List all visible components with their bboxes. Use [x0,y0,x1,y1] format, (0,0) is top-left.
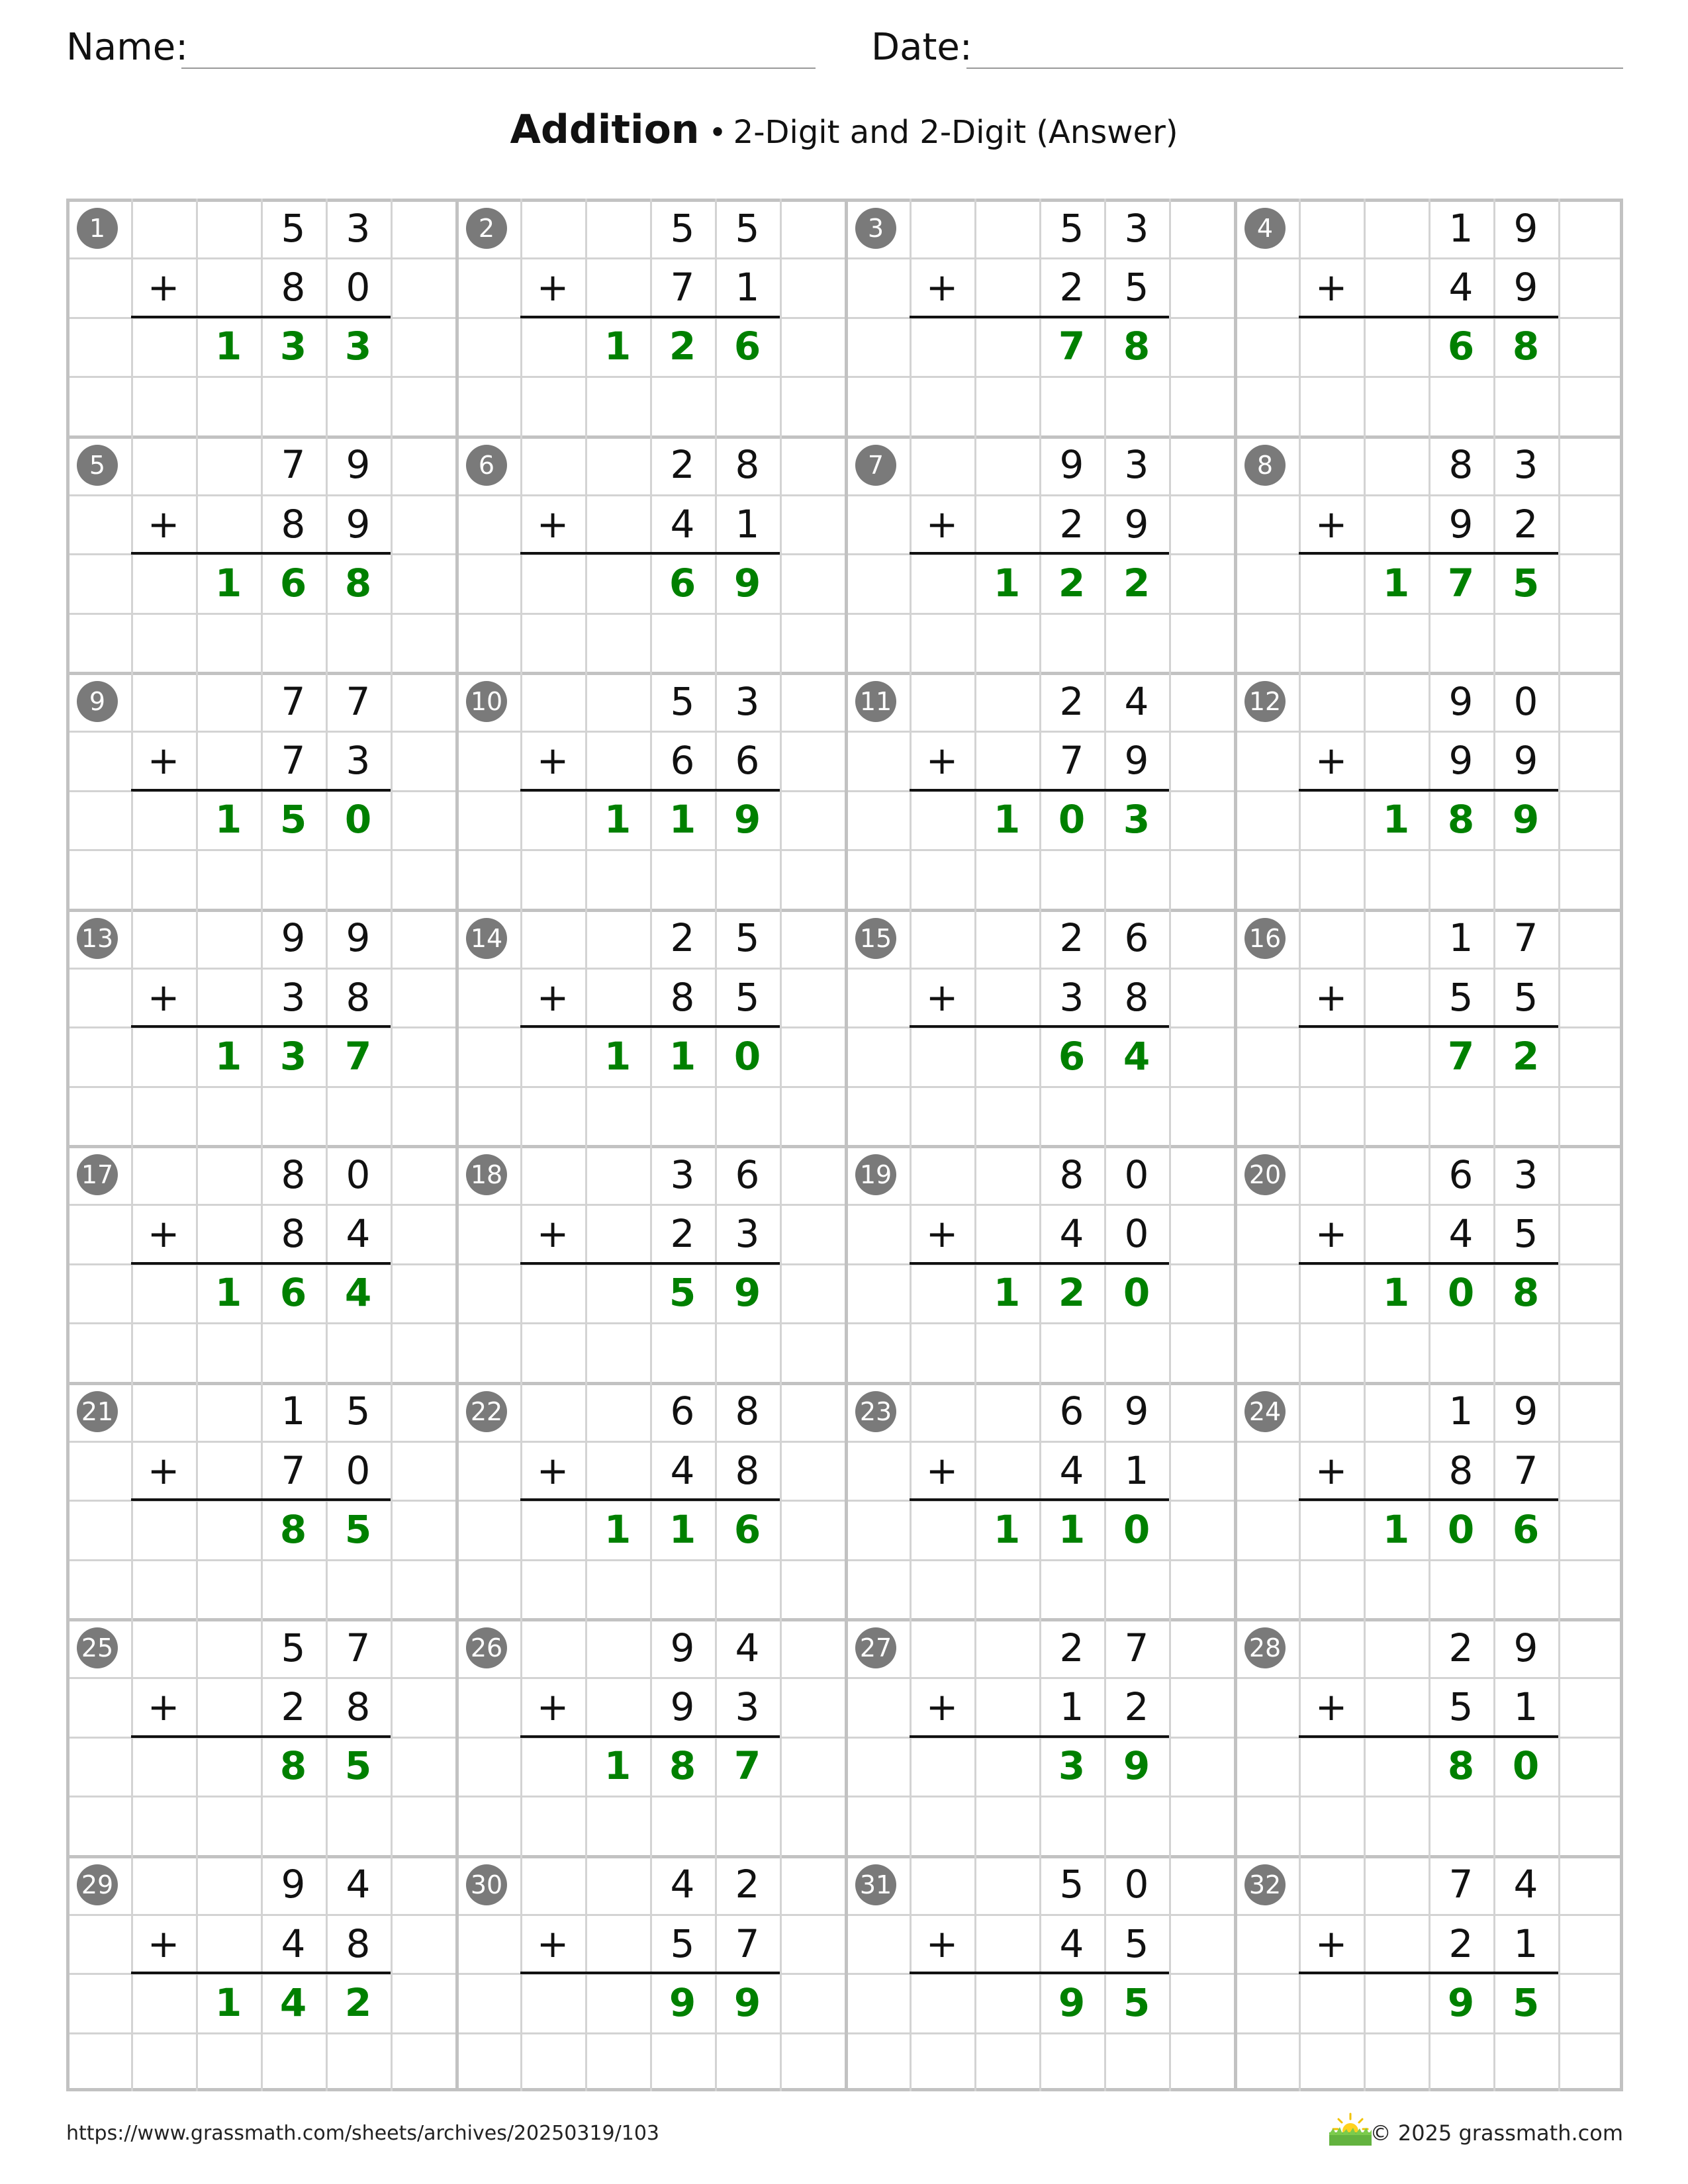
answer-digit: 6 [733,1506,761,1552]
problem-number-badge: 14 [466,918,507,959]
addend-digit: 6 [735,1152,760,1197]
answer-digit: 1 [669,797,696,842]
answer-digit: 6 [1512,1506,1540,1552]
addend-digit: 9 [1513,205,1538,251]
addend-digit: 2 [670,1211,695,1257]
title-main: Addition [510,107,700,153]
answer-digit: 1 [214,1979,242,2025]
addend-digit: 5 [1059,205,1084,251]
addend-digit: 7 [281,1447,306,1493]
addend-digit: 4 [735,1625,760,1670]
answer-digit: 1 [604,1743,632,1789]
addend-digit: 9 [1513,1388,1538,1434]
addend-digit: 9 [281,1862,306,1907]
addend-digit: 5 [1513,1211,1538,1257]
plus-sign: + [1315,265,1348,310]
problem-number-badge: 7 [855,445,896,486]
answer-digit: 0 [1058,797,1086,842]
problem-number-badge: 5 [77,445,118,486]
addend-digit: 8 [346,974,371,1020]
addend-digit: 9 [1513,265,1538,310]
answer-digit: 6 [669,560,696,606]
addend-digit: 2 [1448,1921,1474,1966]
plus-sign: + [1315,1921,1348,1966]
addend-digit: 8 [281,265,306,310]
plus-sign: + [536,1211,569,1257]
addend-digit: 5 [1059,1862,1084,1907]
addend-digit: 8 [735,1447,760,1493]
addend-digit: 9 [1124,1388,1149,1434]
plus-sign: + [925,501,959,547]
plus-sign: + [536,1921,569,1966]
answer-digit: 1 [214,1033,242,1079]
addend-digit: 8 [670,974,695,1020]
answer-digit: 2 [1058,1270,1086,1316]
addend-digit: 2 [735,1862,760,1907]
addend-digit: 4 [670,1862,695,1907]
problem-number-badge: 6 [466,445,507,486]
addend-digit: 7 [1448,1862,1474,1907]
answer-digit: 8 [1447,797,1475,842]
problem-number-badge: 22 [466,1391,507,1432]
answer-digit: 0 [1447,1506,1475,1552]
problem-number-badge: 32 [1244,1864,1286,1905]
addend-digit: 5 [346,1388,371,1434]
answer-digit: 0 [1123,1506,1150,1552]
addend-digit: 0 [1124,1862,1149,1907]
addend-digit: 4 [1513,1862,1538,1907]
problem-number-badge: 1 [77,208,118,249]
addend-digit: 6 [670,1388,695,1434]
addend-digit: 8 [281,1211,306,1257]
addend-digit: 7 [281,442,306,488]
answer-digit: 1 [604,324,632,369]
addend-digit: 9 [1124,738,1149,784]
plus-sign: + [147,1447,180,1493]
addend-digit: 3 [346,205,371,251]
addend-digit: 3 [346,738,371,784]
addend-digit: 8 [1448,1447,1474,1493]
problem-number-badge: 23 [855,1391,896,1432]
addend-digit: 1 [1448,915,1474,961]
addend-digit: 4 [346,1862,371,1907]
addend-digit: 9 [670,1684,695,1730]
addend-digit: 8 [346,1921,371,1966]
addend-digit: 9 [346,501,371,547]
addend-digit: 5 [1448,1684,1474,1730]
answer-digit: 5 [1512,560,1540,606]
addend-digit: 4 [1124,678,1149,724]
addend-digit: 9 [1448,738,1474,784]
addend-digit: 3 [735,678,760,724]
addend-digit: 1 [1513,1921,1538,1966]
problem-number-badge: 31 [855,1864,896,1905]
answer-digit: 1 [604,1033,632,1079]
addend-digit: 8 [281,501,306,547]
answer-digit: 1 [669,1506,696,1552]
problem-number-badge: 17 [77,1154,118,1195]
answer-digit: 2 [1123,560,1150,606]
addend-digit: 1 [1059,1684,1084,1730]
answer-digit: 8 [669,1743,696,1789]
answer-digit: 3 [1058,1743,1086,1789]
answer-digit: 3 [344,324,372,369]
addend-digit: 2 [1448,1625,1474,1670]
addend-digit: 2 [1059,1625,1084,1670]
answer-digit: 1 [604,797,632,842]
plus-sign: + [147,265,180,310]
answer-digit: 3 [1123,797,1150,842]
addend-digit: 6 [735,738,760,784]
problem-number-badge: 27 [855,1627,896,1668]
addend-digit: 2 [670,915,695,961]
problem-number-badge: 29 [77,1864,118,1905]
answer-digit: 1 [214,797,242,842]
problem-grid [66,199,1623,2091]
answer-digit: 8 [1123,324,1150,369]
title-subtitle: 2-Digit and 2-Digit (Answer) [733,114,1178,151]
addend-digit: 6 [1448,1152,1474,1197]
answer-digit: 6 [1447,324,1475,369]
addend-digit: 0 [346,1447,371,1493]
addend-digit: 7 [346,678,371,724]
answer-digit: 6 [279,560,307,606]
addend-digit: 4 [281,1921,306,1966]
addend-digit: 5 [670,205,695,251]
addend-digit: 5 [735,915,760,961]
addend-digit: 9 [346,442,371,488]
addend-digit: 3 [1513,1152,1538,1197]
addend-digit: 6 [670,738,695,784]
problem-number-badge: 21 [77,1391,118,1432]
addend-digit: 9 [1059,442,1084,488]
answer-digit: 9 [1123,1743,1150,1789]
problem-number-badge: 19 [855,1154,896,1195]
addend-digit: 8 [1448,442,1474,488]
answer-digit: 7 [1447,560,1475,606]
plus-sign: + [925,1921,959,1966]
addend-digit: 5 [281,1625,306,1670]
addend-digit: 7 [1513,1447,1538,1493]
plus-sign: + [147,974,180,1020]
answer-digit: 9 [733,1979,761,2025]
addend-digit: 7 [670,265,695,310]
addend-digit: 8 [735,1388,760,1434]
problem-number-badge: 30 [466,1864,507,1905]
problem-number-badge: 9 [77,681,118,722]
problem-number-badge: 24 [1244,1391,1286,1432]
answer-digit: 7 [1058,324,1086,369]
answer-digit: 1 [1058,1506,1086,1552]
addend-digit: 8 [281,1152,306,1197]
answer-digit: 5 [279,797,307,842]
answer-digit: 8 [279,1506,307,1552]
addend-digit: 1 [1448,205,1474,251]
problem-number-badge: 11 [855,681,896,722]
plus-sign: + [536,974,569,1020]
addend-digit: 8 [735,442,760,488]
addend-digit: 9 [1124,501,1149,547]
addend-digit: 8 [346,1684,371,1730]
addend-digit: 6 [1059,1388,1084,1434]
addend-digit: 1 [1124,1447,1149,1493]
answer-digit: 2 [669,324,696,369]
addend-digit: 1 [735,265,760,310]
answer-digit: 8 [279,1743,307,1789]
addend-digit: 5 [735,974,760,1020]
plus-sign: + [925,1447,959,1493]
answer-digit: 5 [1123,1979,1150,2025]
addend-digit: 2 [281,1684,306,1730]
answer-digit: 0 [344,797,372,842]
addend-digit: 7 [281,738,306,784]
answer-digit: 5 [669,1270,696,1316]
answer-digit: 5 [344,1506,372,1552]
plus-sign: + [925,1684,959,1730]
plus-sign: + [536,738,569,784]
answer-digit: 4 [279,1979,307,2025]
addend-digit: 4 [670,501,695,547]
addend-digit: 6 [1124,915,1149,961]
addend-digit: 3 [670,1152,695,1197]
addend-digit: 2 [1059,501,1084,547]
footer-url: https://www.grassmath.com/sheets/archives/20250319/103 [66,2122,660,2145]
answer-digit: 3 [279,324,307,369]
addend-digit: 5 [1124,1921,1149,1966]
addend-digit: 1 [1448,1388,1474,1434]
grass-sun-logo-icon [1328,2111,1373,2147]
answer-digit: 1 [214,324,242,369]
answer-digit: 4 [1123,1033,1150,1079]
answer-digit: 1 [1382,797,1410,842]
plus-sign: + [536,1684,569,1730]
addend-digit: 4 [1059,1921,1084,1966]
plus-sign: + [147,1211,180,1257]
date-field-line [966,68,1623,69]
problem-number-badge: 20 [1244,1154,1286,1195]
plus-sign: + [536,265,569,310]
addend-digit: 4 [1448,1211,1474,1257]
addend-digit: 8 [1059,1152,1084,1197]
answer-digit: 7 [1447,1033,1475,1079]
problem-number-badge: 8 [1244,445,1286,486]
page-title [0,106,1688,156]
name-field-line [181,68,816,69]
addend-digit: 0 [1124,1152,1149,1197]
addend-digit: 2 [1513,501,1538,547]
plus-sign: + [1315,1211,1348,1257]
addend-digit: 5 [670,1921,695,1966]
date-label: Date: [871,26,972,69]
addend-digit: 1 [1513,1684,1538,1730]
problem-number-badge: 28 [1244,1627,1286,1668]
addend-digit: 9 [346,915,371,961]
plus-sign: + [925,265,959,310]
addend-digit: 2 [1059,265,1084,310]
addend-digit: 9 [281,915,306,961]
answer-digit: 8 [1512,1270,1540,1316]
addend-digit: 9 [1448,501,1474,547]
problem-number-badge: 16 [1244,918,1286,959]
plus-sign: + [925,1211,959,1257]
plus-sign: + [1315,1447,1348,1493]
addend-digit: 5 [1513,974,1538,1020]
problem-number-badge: 12 [1244,681,1286,722]
addend-digit: 5 [670,678,695,724]
problem-number-badge: 18 [466,1154,507,1195]
addend-digit: 1 [281,1388,306,1434]
addend-digit: 9 [1448,678,1474,724]
addend-digit: 0 [346,1152,371,1197]
problem-number-badge: 3 [855,208,896,249]
answer-digit: 8 [344,560,372,606]
plus-sign: + [925,738,959,784]
title-bullet: • [708,114,727,150]
answer-digit: 2 [1512,1033,1540,1079]
problem-number-badge: 26 [466,1627,507,1668]
answer-digit: 1 [993,1506,1021,1552]
answer-digit: 1 [214,1270,242,1316]
addend-digit: 7 [1059,738,1084,784]
answer-digit: 5 [1512,1979,1540,2025]
plus-sign: + [147,738,180,784]
answer-digit: 7 [344,1033,372,1079]
answer-digit: 7 [733,1743,761,1789]
answer-digit: 6 [733,324,761,369]
plus-sign: + [147,1921,180,1966]
answer-digit: 9 [733,797,761,842]
addend-digit: 2 [1059,915,1084,961]
answer-digit: 9 [1058,1979,1086,2025]
plus-sign: + [536,1447,569,1493]
plus-sign: + [1315,974,1348,1020]
addend-digit: 3 [735,1684,760,1730]
plus-sign: + [1315,738,1348,784]
answer-digit: 1 [1382,1506,1410,1552]
name-label: Name: [66,26,189,69]
addend-digit: 3 [1059,974,1084,1020]
answer-digit: 9 [1512,797,1540,842]
answer-digit: 9 [733,560,761,606]
answer-digit: 9 [733,1270,761,1316]
answer-digit: 0 [733,1033,761,1079]
addend-digit: 7 [1124,1625,1149,1670]
addend-digit: 3 [1513,442,1538,488]
addend-digit: 2 [1124,1684,1149,1730]
plus-sign: + [1315,1684,1348,1730]
addend-digit: 0 [1513,678,1538,724]
footer-copyright: © 2025 grassmath.com [1370,2120,1623,2146]
answer-digit: 1 [1382,1270,1410,1316]
plus-sign: + [147,501,180,547]
answer-digit: 1 [1382,560,1410,606]
addend-digit: 5 [1448,974,1474,1020]
answer-digit: 3 [279,1033,307,1079]
addend-digit: 0 [346,265,371,310]
problem-number-badge: 25 [77,1627,118,1668]
addend-digit: 5 [281,205,306,251]
addend-digit: 5 [735,205,760,251]
answer-digit: 5 [344,1743,372,1789]
answer-digit: 0 [1123,1270,1150,1316]
addend-digit: 9 [1513,738,1538,784]
answer-digit: 1 [993,560,1021,606]
answer-digit: 1 [993,797,1021,842]
problem-number-badge: 13 [77,918,118,959]
addend-digit: 4 [346,1211,371,1257]
answer-digit: 1 [993,1270,1021,1316]
plus-sign: + [147,1684,180,1730]
addend-digit: 2 [670,442,695,488]
addend-digit: 9 [1513,1625,1538,1670]
addend-digit: 1 [735,501,760,547]
answer-digit: 2 [344,1979,372,2025]
answer-digit: 6 [1058,1033,1086,1079]
addend-digit: 3 [1124,205,1149,251]
answer-digit: 1 [669,1033,696,1079]
addend-digit: 9 [670,1625,695,1670]
answer-digit: 1 [604,1506,632,1552]
addend-digit: 3 [1124,442,1149,488]
addend-digit: 7 [281,678,306,724]
addend-digit: 4 [1059,1211,1084,1257]
answer-digit: 2 [1058,560,1086,606]
answer-digit: 4 [344,1270,372,1316]
addend-digit: 3 [281,974,306,1020]
addend-digit: 8 [1124,974,1149,1020]
answer-digit: 9 [669,1979,696,2025]
problem-number-badge: 2 [466,208,507,249]
plus-sign: + [536,501,569,547]
answer-digit: 8 [1512,324,1540,369]
addend-digit: 7 [735,1921,760,1966]
answer-digit: 6 [279,1270,307,1316]
addend-digit: 4 [1059,1447,1084,1493]
answer-digit: 0 [1447,1270,1475,1316]
addend-digit: 5 [1124,265,1149,310]
answer-digit: 0 [1512,1743,1540,1789]
problem-number-badge: 15 [855,918,896,959]
answer-digit: 8 [1447,1743,1475,1789]
addend-digit: 7 [346,1625,371,1670]
addend-digit: 2 [1059,678,1084,724]
addend-digit: 3 [735,1211,760,1257]
addend-digit: 4 [1448,265,1474,310]
problem-number-badge: 4 [1244,208,1286,249]
plus-sign: + [925,974,959,1020]
addend-digit: 0 [1124,1211,1149,1257]
plus-sign: + [1315,501,1348,547]
addend-digit: 7 [1513,915,1538,961]
problem-number-badge: 10 [466,681,507,722]
answer-digit: 1 [214,560,242,606]
answer-digit: 9 [1447,1979,1475,2025]
addend-digit: 4 [670,1447,695,1493]
